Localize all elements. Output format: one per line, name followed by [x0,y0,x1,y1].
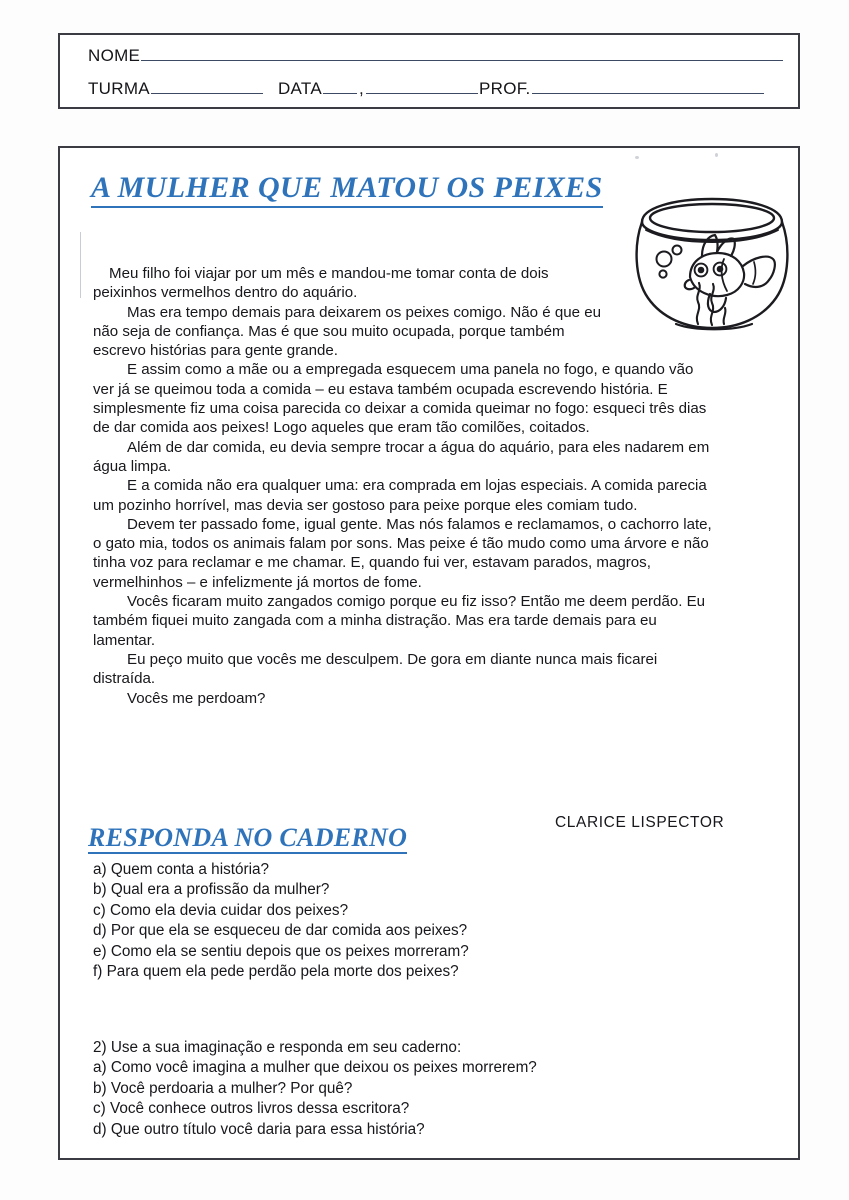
class-date-teacher-row [88,79,784,99]
date-write-line-rest[interactable] [366,82,478,94]
story-paragraph: Devem ter passado fome, igual gente. Mas nós falamos e reclamamos, o cachorro late, o gato mia, todos os animais falam por sons. Mas peixe é tão mudo como uma árvore e não tinha voz para reclamar e me chamar. E, quando fui ver, estavam parados, magros, vermelhinhos – e infelizmente já mortos de fome. [93,515,716,591]
date-label: DATA [277,79,322,98]
name-label: NOME [88,46,141,65]
name-field-row [88,46,784,66]
story-paragraph: Além de dar comida, eu devia sempre trocar a água do aquário, para eles nadarem em água limpa. [93,438,714,475]
class-label: TURMA [88,79,150,98]
question-group-2-heading: 2) Use a sua imaginação e responda em seu caderno: [93,1039,462,1056]
section-title-responda-no-caderno: RESPONDA NO CADERNO [88,824,407,854]
name-write-line[interactable] [141,49,783,61]
question-item: a) Como você imagina a mulher que deixou os peixes morrerem? [93,1059,537,1077]
question-item: c) Você conhece outros livros dessa escritora? [93,1100,410,1118]
story-paragraph: E a comida não era qualquer uma: era comprada em lojas especiais. A comida parecia um pozinho horrível, mas devia ser gostoso para peixe porque eles comiam tudo. [93,477,711,514]
date-separator: , [358,79,364,98]
question-item: b) Você perdoaria a mulher? Por quê? [93,1079,353,1097]
question-item: c) Como ela devia cuidar dos peixes? [93,901,349,919]
story-title: A MULHER QUE MATOU OS PEIXES [91,172,603,208]
teacher-label: PROF. [479,79,531,98]
author-attribution: CLARICE LISPECTOR [555,814,725,831]
story-text [93,264,716,708]
scan-speck [715,153,718,157]
story-paragraph: Mas era tempo demais para deixarem os peixes comigo. Não é que eu não seja de confiança. Mas é que sou muito ocupada, porque também escrevo histórias para gente grande. [93,303,606,360]
teacher-write-line[interactable] [532,82,764,94]
date-write-line-day[interactable] [323,82,357,94]
class-write-line[interactable] [151,82,263,94]
story-paragraph: Eu peço muito que vocês me desculpem. De gora em diante nunca mais ficarei distraída. [93,650,662,688]
question-item: a) Quem conta a história? [93,861,270,878]
student-info-box [58,33,800,109]
question-item: d) Por que ela se esqueceu de dar comida aos peixes? [93,922,468,940]
story-paragraph: E assim como a mãe ou a empregada esquecem uma panela no fogo, e quando vão ver já se queimou toda a comida – eu estava também ocupada escrevendo história. E simplesmente fiz uma coisa parecida co deixar a comida queimar no fogo: esqueci três dias de dar comida aos peixes! Logo aqueles que eram tão comilões, coitados. [93,361,711,437]
question-item: e) Como ela se sentiu depois que os peixes morreram? [93,942,469,960]
scan-speck [635,156,639,159]
question-item: d) Que outro título você daria para essa história? [93,1120,425,1138]
scan-artifact-line [80,232,81,298]
question-list-group-2 [93,1038,537,1140]
story-paragraph: Vocês me perdoam? [127,689,266,707]
story-paragraph: Vocês ficaram muito zangados comigo porque eu fiz isso? Então me deem perdão. Eu também fiquei muito zangada com a minha distração. Mas era tarde demais para eu lamentar. [93,593,710,649]
worksheet-content-box [58,146,800,1160]
question-item: f) Para quem ela pede perdão pela morte dos peixes? [93,963,459,981]
question-list-group-1 [93,860,469,982]
story-paragraph: Meu filho foi viajar por um mês e mandou-me tomar conta de dois peixinhos vermelhos dentro do aquário. [93,265,553,302]
question-item: b) Qual era a profissão da mulher? [93,881,330,899]
